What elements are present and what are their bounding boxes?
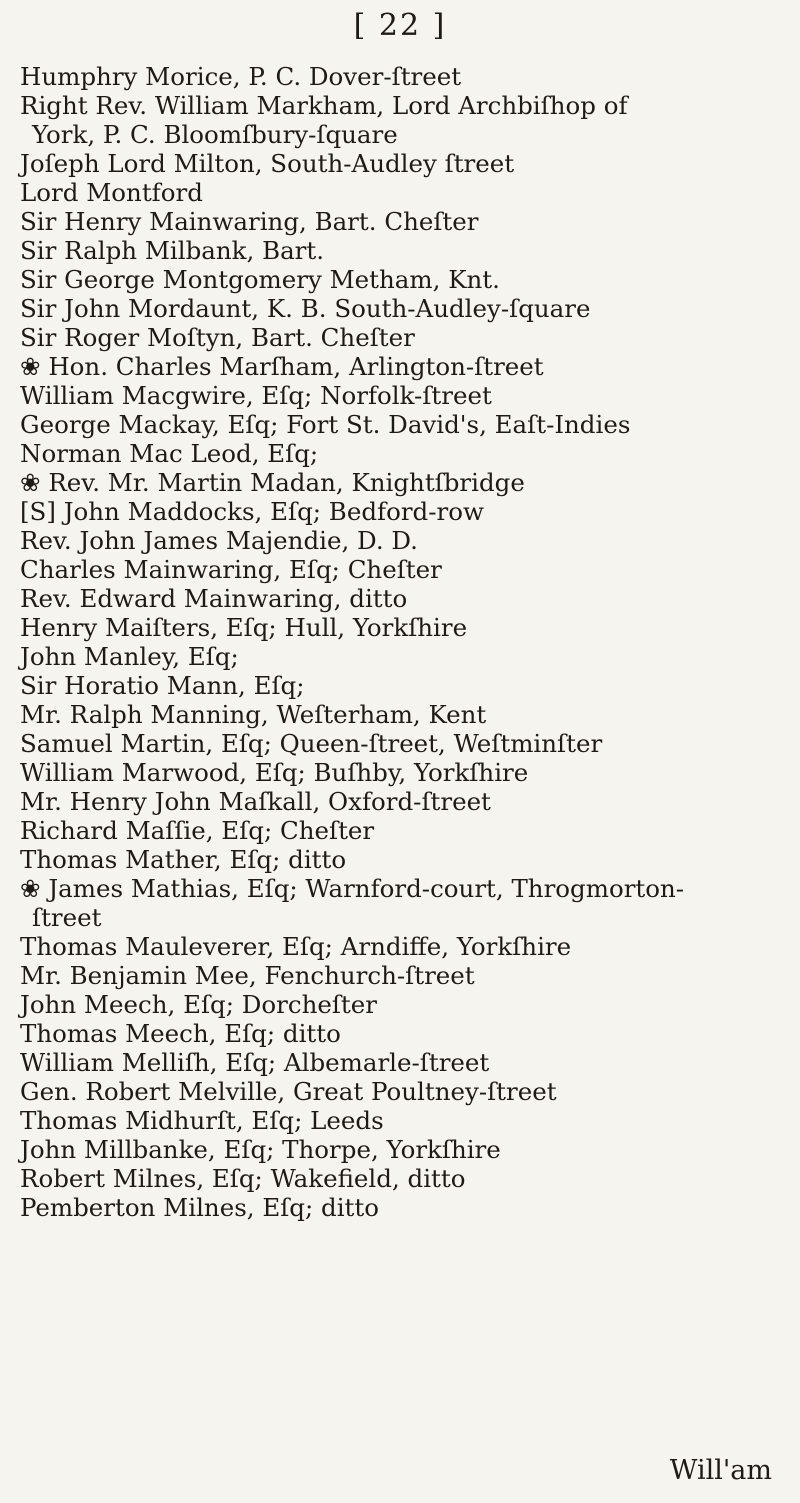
list-item: Sir Roger Moſtyn, Bart. Cheſter <box>20 323 415 352</box>
list-item: Rev. Edward Mainwaring, ditto <box>20 584 408 613</box>
list-item: Pemberton Milnes, Eſq; ditto <box>20 1193 379 1222</box>
list-item: [S] John Maddocks, Eſq; Bedford-row <box>20 497 484 526</box>
list-item: Sir Horatio Mann, Eſq; <box>20 671 305 700</box>
list-item: William Melliſh, Eſq; Albemarle-ſtreet <box>20 1048 490 1077</box>
list-item: Right Rev. William Markham, Lord Archbiſhop of <box>20 91 628 120</box>
list-item: John Meech, Eſq; Dorcheſter <box>20 990 377 1019</box>
list-item: Sir Ralph Milbank, Bart. <box>20 236 325 265</box>
subscriber-list <box>20 62 790 1222</box>
list-item: Robert Milnes, Eſq; Wakefield, ditto <box>20 1164 466 1193</box>
list-item: Thomas Mather, Eſq; ditto <box>20 845 347 874</box>
list-item: York, P. C. Bloomſbury-ſquare <box>32 120 398 149</box>
list-item: Henry Maiſters, Eſq; Hull, Yorkſhire <box>20 613 468 642</box>
list-item: Mr. Henry John Maſkall, Oxford-ſtreet <box>20 787 491 816</box>
list-item: Charles Mainwaring, Eſq; Cheſter <box>20 555 442 584</box>
list-item: Mr. Ralph Manning, Weſterham, Kent <box>20 700 487 729</box>
list-item: Humphry Morice, P. C. Dover-ſtreet <box>20 62 462 91</box>
list-item: ❀ Rev. Mr. Martin Madan, Knightſbridge <box>20 468 525 497</box>
list-item: John Manley, Eſq; <box>20 642 239 671</box>
list-item: Richard Maſſie, Eſq; Cheſter <box>20 816 375 845</box>
list-item: Samuel Martin, Eſq; Queen-ſtreet, Weſtminſter <box>20 729 603 758</box>
catchword: Will'am <box>669 1455 772 1486</box>
list-item: George Mackay, Eſq; Fort St. David's, Eaſt-Indies <box>20 410 631 439</box>
list-item: John Millbanke, Eſq; Thorpe, Yorkſhire <box>20 1135 501 1164</box>
page-number: [ 22 ] <box>353 8 447 43</box>
list-item: Thomas Meech, Eſq; ditto <box>20 1019 341 1048</box>
list-item: Norman Mac Leod, Eſq; <box>20 439 319 468</box>
list-item: Thomas Mauleverer, Eſq; Arndiffe, Yorkſhire <box>20 932 572 961</box>
list-item: Thomas Midhurſt, Eſq; Leeds <box>20 1106 384 1135</box>
list-item: William Marwood, Eſq; Buſhby, Yorkſhire <box>20 758 529 787</box>
list-item: ſtreet <box>32 903 102 932</box>
list-item: ❀ James Mathias, Eſq; Warnford-court, Throgmorton- <box>20 874 685 903</box>
list-item: Joſeph Lord Milton, South-Audley ſtreet <box>20 149 515 178</box>
list-item: Rev. John James Majendie, D. D. <box>20 526 418 555</box>
list-item: Gen. Robert Melville, Great Poultney-ſtreet <box>20 1077 557 1106</box>
list-item: Sir Henry Mainwaring, Bart. Cheſter <box>20 207 479 236</box>
list-item: Sir George Montgomery Metham, Knt. <box>20 265 500 294</box>
list-item: Sir John Mordaunt, K. B. South-Audley-ſquare <box>20 294 591 323</box>
list-item: William Macgwire, Eſq; Norfolk-ſtreet <box>20 381 492 410</box>
list-item: Lord Montford <box>20 178 203 207</box>
list-item: Mr. Benjamin Mee, Fenchurch-ſtreet <box>20 961 475 990</box>
list-item: ❀ Hon. Charles Marſham, Arlington-ſtreet <box>20 352 544 381</box>
